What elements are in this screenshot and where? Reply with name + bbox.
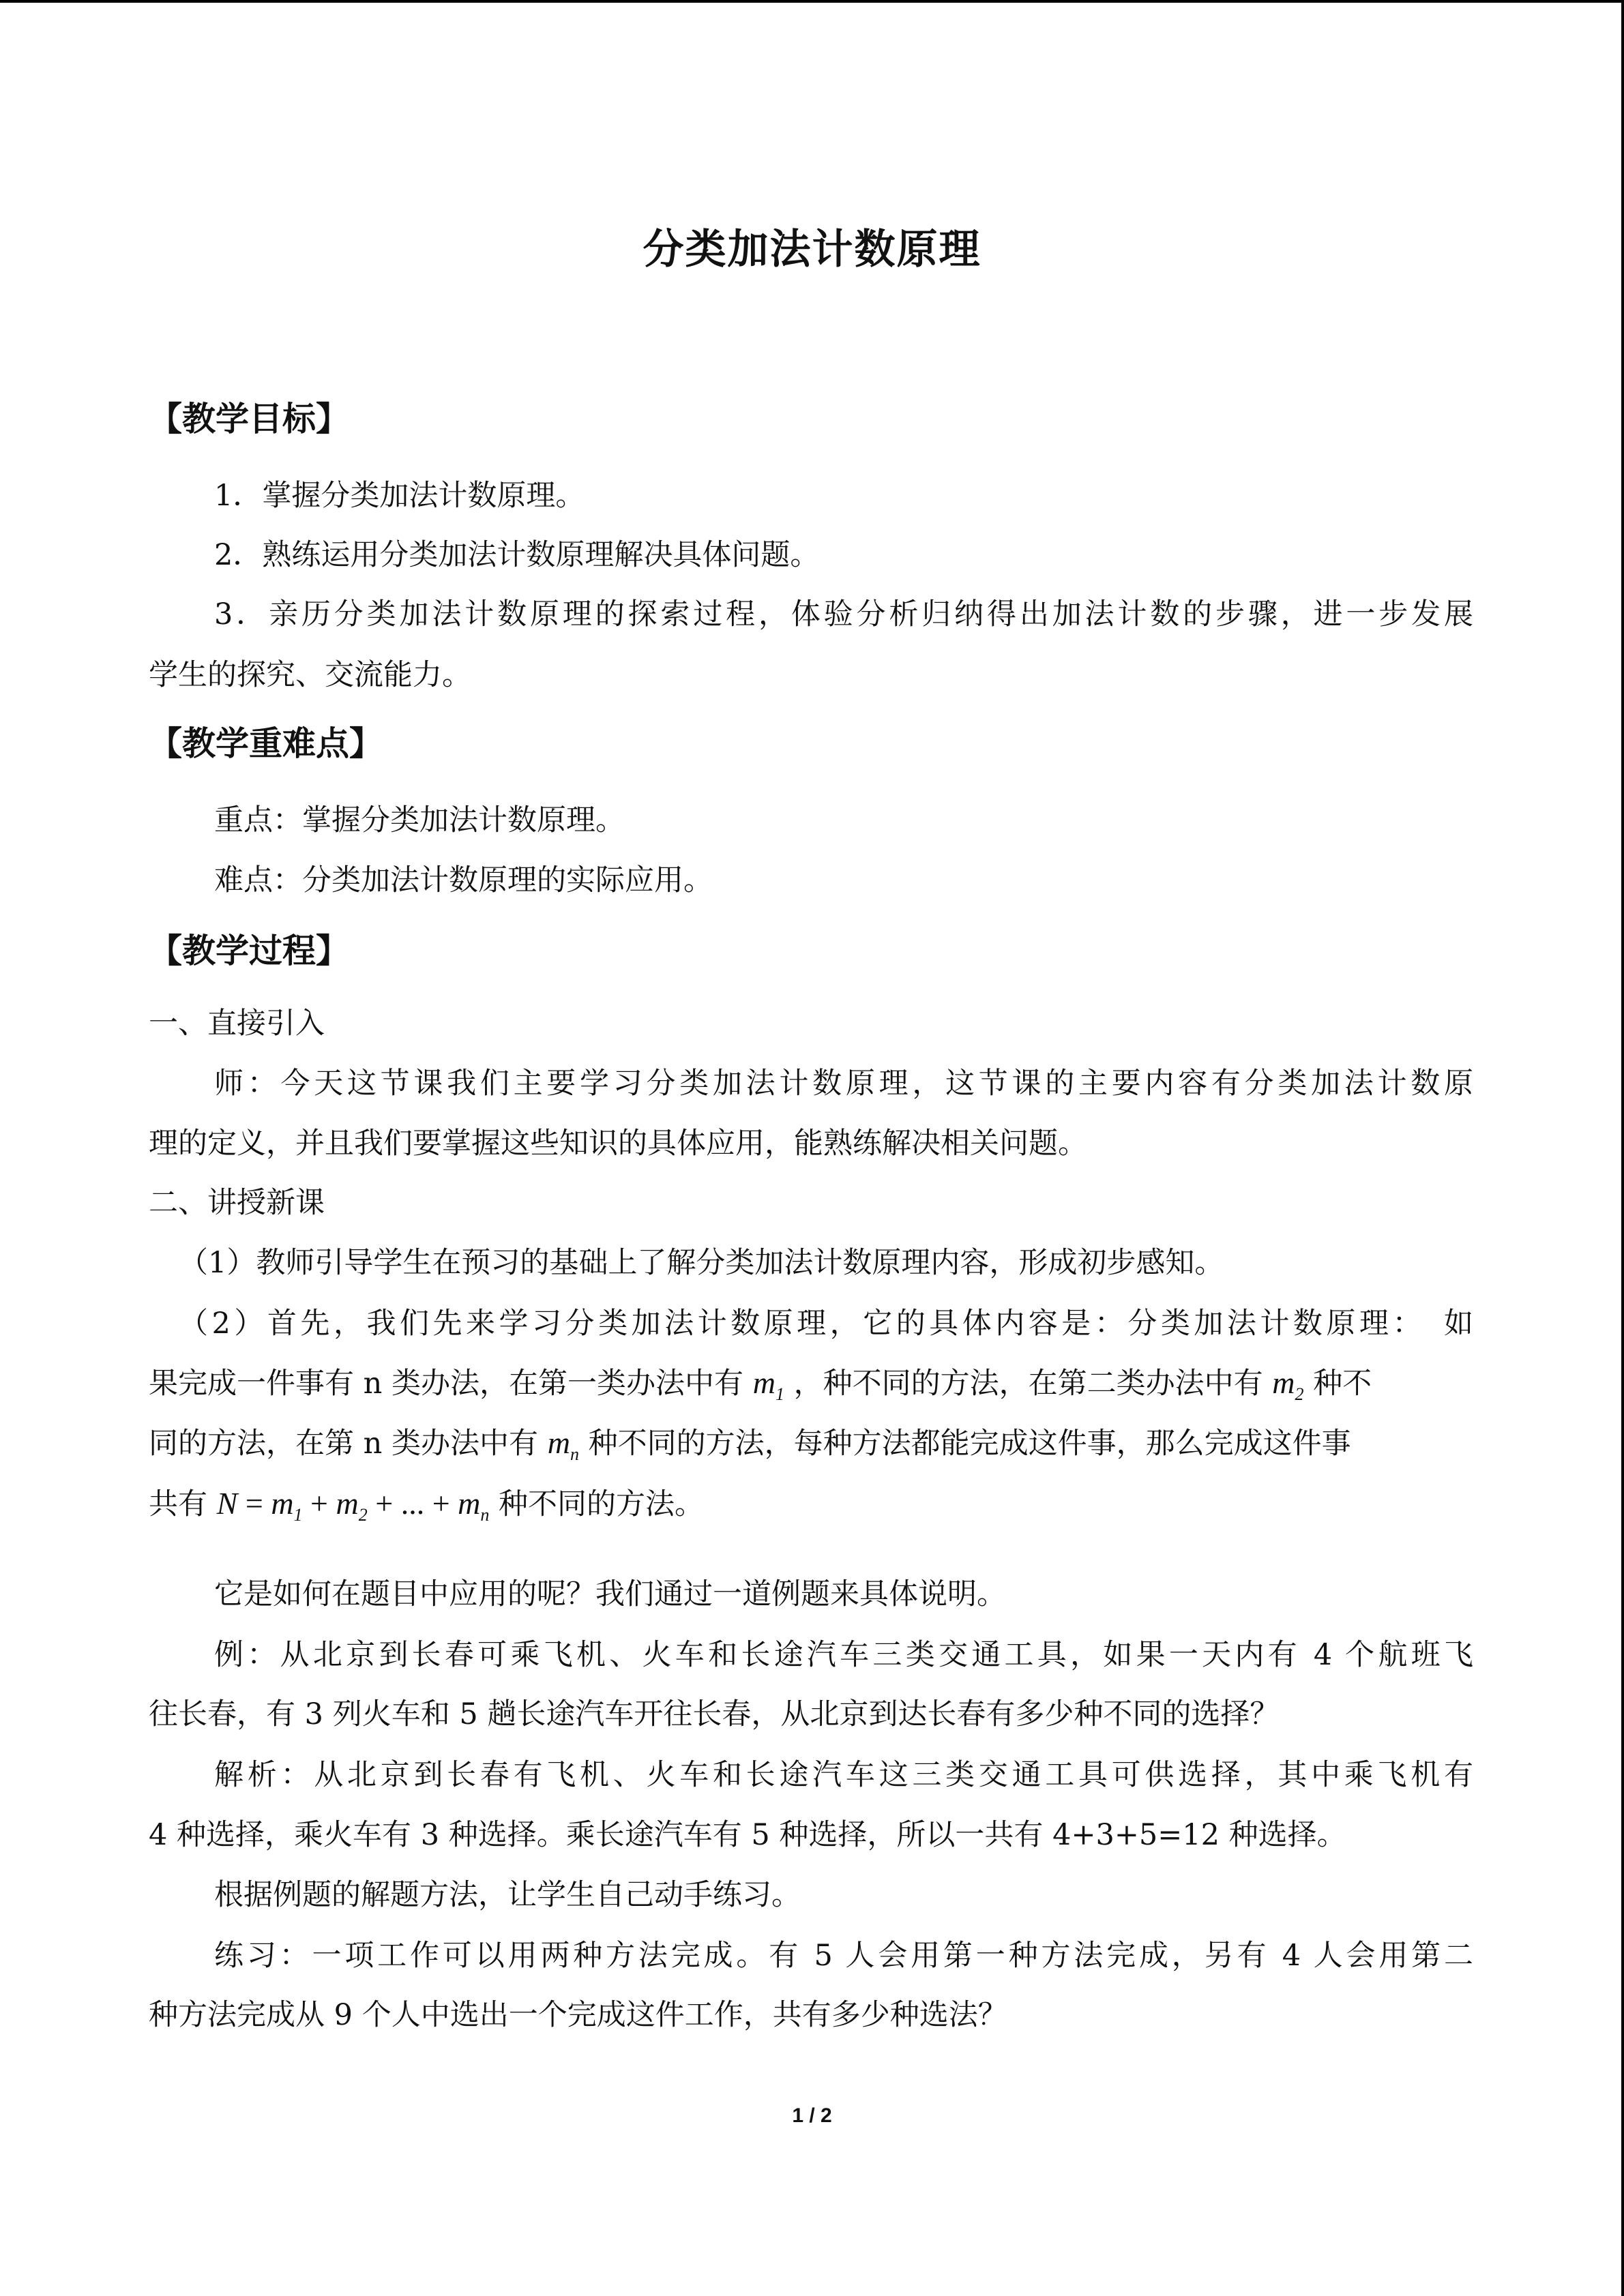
formula-m2: $m_2$ — [1272, 1365, 1304, 1405]
example-line-1: 例：从北京到长春可乘飞机、火车和长途汽车三类交通工具，如果一天内有 4 个航班飞 — [214, 1638, 1473, 1672]
page-number: 1 / 2 — [792, 2104, 832, 2127]
objective-2: 2．熟练运用分类加法计数原理解决具体问题。 — [214, 538, 820, 572]
objective-3: 3．亲历分类加法计数原理的探索过程，体验分析归纳得出加法计数的步骤，进一步发展 — [214, 597, 1473, 631]
objective-3-cont: 学生的探究、交流能力。 — [149, 658, 471, 692]
step-2-line-2-text-a: 果完成一件事有 n 类办法，在第一类办法中有 — [149, 1367, 744, 1401]
step-2-line-3-text-a: 同的方法，在第 n 类办法中有 — [149, 1427, 539, 1461]
practice-line-2: 种方法完成从 9 个人中选出一个完成这件工作，共有多少种选法？ — [149, 1998, 1007, 2032]
part1-title: 一、直接引入 — [149, 1007, 325, 1041]
step-2-line-2-text-b: ，种不同的方法，在第二类办法中有 — [793, 1367, 1263, 1401]
page-border-right — [1621, 0, 1624, 2296]
page-title: 分类加法计数原理 — [643, 226, 981, 273]
process-heading: 【教学过程】 — [149, 931, 350, 970]
step-2-line-4 — [149, 1488, 704, 1524]
analysis-line-2: 4 种选择，乘火车有 3 种选择。乘长途汽车有 5 种选择，所以一共有 4+3+5=12 种选择。 — [149, 1818, 1346, 1852]
key-points-heading: 【教学重难点】 — [149, 724, 383, 763]
sum-formula: $N = m_1 + m_2$ + ... + $m_n$ — [216, 1486, 490, 1525]
example-line-2: 往长春，有 3 列火车和 5 趟长途汽车开往长春，从北京到达长春有多少种不同的选择？ — [149, 1697, 1280, 1731]
key-point: 重点：掌握分类加法计数原理。 — [214, 803, 625, 837]
analysis-line-1: 解析：从北京到长春有飞机、火车和长途汽车这三类交通工具可供选择，其中乘飞机有 — [214, 1758, 1473, 1792]
step-1: （1）教师引导学生在预习的基础上了解分类加法计数原理内容，形成初步感知。 — [179, 1246, 1224, 1280]
step-2-line-3 — [149, 1427, 1351, 1463]
part2-title: 二、讲授新课 — [149, 1186, 325, 1220]
step-2-line-1: （2）首先，我们先来学习分类加法计数原理，它的具体内容是：分类加法计数原理： 如 — [179, 1307, 1473, 1341]
difficult-point: 难点：分类加法计数原理的实际应用。 — [214, 863, 713, 897]
example-intro: 它是如何在题目中应用的呢？我们通过一道例题来具体说明。 — [214, 1577, 1006, 1611]
part1-text-2: 理的定义，并且我们要掌握这些知识的具体应用，能熟练解决相关问题。 — [149, 1127, 1087, 1161]
practice-intro: 根据例题的解题方法，让学生自己动手练习。 — [214, 1878, 801, 1912]
objective-1: 1．掌握分类加法计数原理。 — [214, 479, 585, 513]
formula-mn: $m_n$ — [547, 1425, 579, 1465]
page-border-top — [0, 0, 1624, 3]
step-2-line-4-text-a: 共有 — [149, 1487, 207, 1521]
step-2-line-4-text-b: 种不同的方法。 — [499, 1487, 705, 1521]
objectives-heading: 【教学目标】 — [149, 400, 350, 438]
step-2-line-3-text-b: 种不同的方法，每种方法都能完成这件事，那么完成这件事 — [588, 1427, 1351, 1461]
part1-text-1: 师：今天这节课我们主要学习分类加法计数原理，这节课的主要内容有分类加法计数原 — [214, 1067, 1473, 1101]
practice-line-1: 练习：一项工作可以用两种方法完成。有 5 人会用第一种方法完成，另有 4 人会用第二 — [214, 1939, 1473, 1973]
step-2-line-2 — [149, 1367, 1372, 1403]
formula-m1: $m_1$ — [752, 1365, 784, 1405]
step-2-line-2-text-c: 种不 — [1313, 1367, 1372, 1401]
